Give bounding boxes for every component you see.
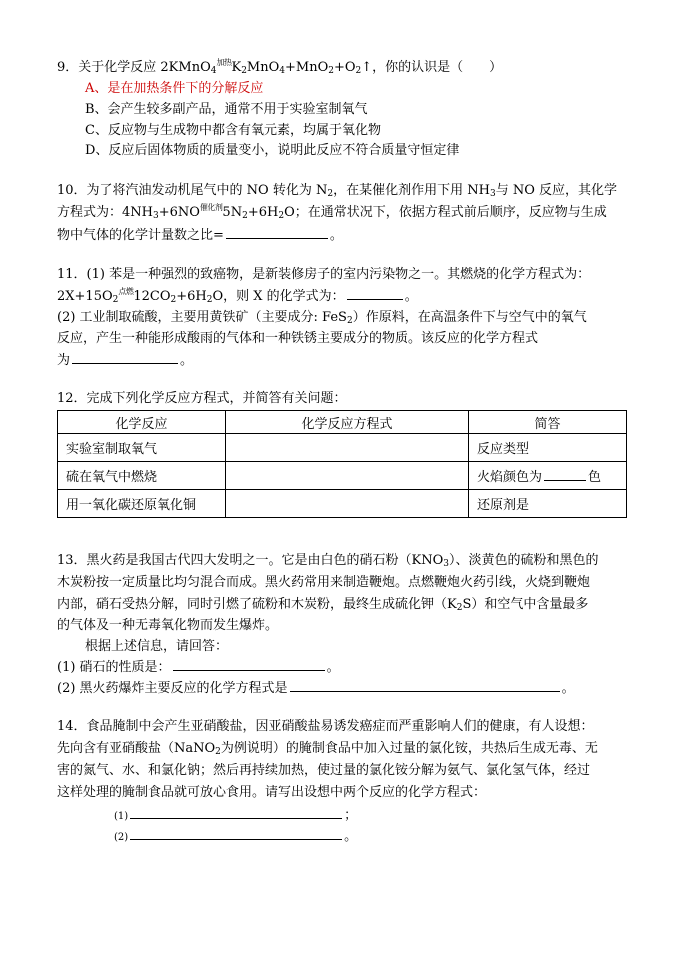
answer-cell: 还原剂是: [469, 490, 627, 518]
q13-line-4: 的气体及一种无毒氧化物而发生爆炸。: [57, 618, 279, 633]
q11-line-3: (2) 工业制取硫酸，主要用黄铁矿（主要成分: FeS$_2$）作原料，在高温条件下与空气中的氧气: [57, 310, 587, 326]
equation-cell[interactable]: [226, 434, 469, 462]
answer-cell: 反应类型: [469, 434, 627, 462]
reaction-cell: 硫在氧气中燃烧: [58, 462, 226, 490]
q9-stem: 9．关于化学反应 2KMnO$_4$加热$K_2MnO_4+MnO_2+O_2↑$，你的认识是（ ）: [57, 58, 503, 76]
equation-cell[interactable]: [226, 462, 469, 490]
q13-line-1: 13．黑火药是我国古代四大发明之一。它是由白色的硝石粉$(KNO_3)$、淡黄色的硫粉和黑色的: [57, 553, 599, 569]
q10-line-3: 物中气体的化学计量数之比= 。: [57, 228, 343, 243]
column-header: 简答: [469, 411, 627, 434]
table-row: [58, 434, 627, 462]
q10-line-1: 10．为了将汽油发动机尾气中的 NO 转化为 $N_2$，在某催化剂作用下用 $NH_3$与 NO 反应，其化学: [57, 183, 617, 199]
q14-equation-blank-1[interactable]: [130, 806, 342, 819]
flame-color-blank[interactable]: [544, 468, 586, 481]
q11-x-blank[interactable]: [347, 287, 403, 300]
reaction-cell: 用一氧化碳还原氧化铜: [58, 490, 226, 518]
q9-option-b: B、会产生较多副产品，通常不用于实验室制氧气: [85, 102, 368, 117]
reaction-cell: 实验室制取氧气: [58, 434, 226, 462]
q14-line-3: 害的氮气、水、和氯化钠；然后再持续加热，使过量的氯化铵分解为氨气、氯化氢气体，经过: [57, 763, 591, 778]
table-row: [58, 462, 627, 490]
q14-line-1: 14．食品腌制中会产生亚硝酸盐，因亚硝酸盐易诱发癌症而严重影响人们的健康，有人设想：: [57, 719, 594, 734]
q14-equation-blank-2[interactable]: [130, 827, 342, 840]
q9-option-a: A、是在加热条件下的分解反应: [85, 81, 264, 96]
q14-answer-1: (1) ；: [114, 808, 358, 823]
q12-table: [57, 410, 627, 518]
q11-line-5: 为 。: [57, 353, 194, 368]
q11-line-4: 反应，产生一种能形成酸雨的气体和一种铁锈主要成分的物质。该反应的化学方程式: [57, 331, 539, 346]
q10-answer-blank[interactable]: [226, 226, 328, 239]
q13-line-2: 木炭粉按一定质量比均匀混合而成。黑火药常用来制造鞭炮。点燃鞭炮火药引线，火烧到鞭炮: [57, 575, 591, 590]
q10-line-2: 方程式为：$4NH_3+6NO$催化剂$5N_2+6H_2O$；在通常状况下，依据方程式前后顺序，反应物与生成: [57, 203, 607, 221]
column-header: 化学反应方程式: [226, 411, 469, 434]
q11-line-2: $2X+15O_2$点燃$12CO_2+6H_2O$，则 X 的化学式为： 。: [57, 287, 418, 305]
answer-cell: 火焰颜色为 色: [469, 462, 627, 490]
q13-line-6: (1) 硝石的性质是： 。: [57, 660, 340, 675]
q9-option-d: D、反应后固体物质的质量变小，说明此反应不符合质量守恒定律: [85, 143, 460, 158]
q13-equation-blank[interactable]: [290, 679, 560, 692]
q11-equation-blank[interactable]: [72, 351, 178, 364]
q14-answer-2: (2) 。: [114, 829, 358, 844]
q14-line-2: 先向含有亚硝酸盐（NaNO$_2$为例说明）的腌制食品中加入过量的氯化铵，共热后生成无毒、无: [57, 741, 598, 757]
q13-property-blank[interactable]: [173, 658, 325, 671]
equation-cell[interactable]: [226, 490, 469, 518]
table-header-row: [58, 411, 627, 434]
table-row: [58, 490, 627, 518]
q13-line-3: 内部，硝石受热分解，同时引燃了硫粉和木炭粉，最终生成硫化钾$(K_2S)$和空气中含量最多: [57, 597, 589, 613]
q11-line-1: 11．(1) 苯是一种强烈的致癌物，是新装修房子的室内污染物之一。其燃烧的化学方程式为：: [57, 267, 591, 282]
q12-title: 12．完成下列化学反应方程式，并简答有关问题：: [57, 391, 347, 406]
q13-line-5: 根据上述信息，请回答：: [85, 639, 229, 654]
q13-line-7: (2) 黑火药爆炸主要反应的化学方程式是 。: [57, 681, 575, 696]
column-header: 化学反应: [58, 411, 226, 434]
q9-option-c: C、反应物与生成物中都含有氧元素，均属于氧化物: [85, 123, 381, 138]
q14-line-4: 这样处理的腌制食品就可放心食用。请写出设想中两个反应的化学方程式：: [57, 785, 487, 800]
